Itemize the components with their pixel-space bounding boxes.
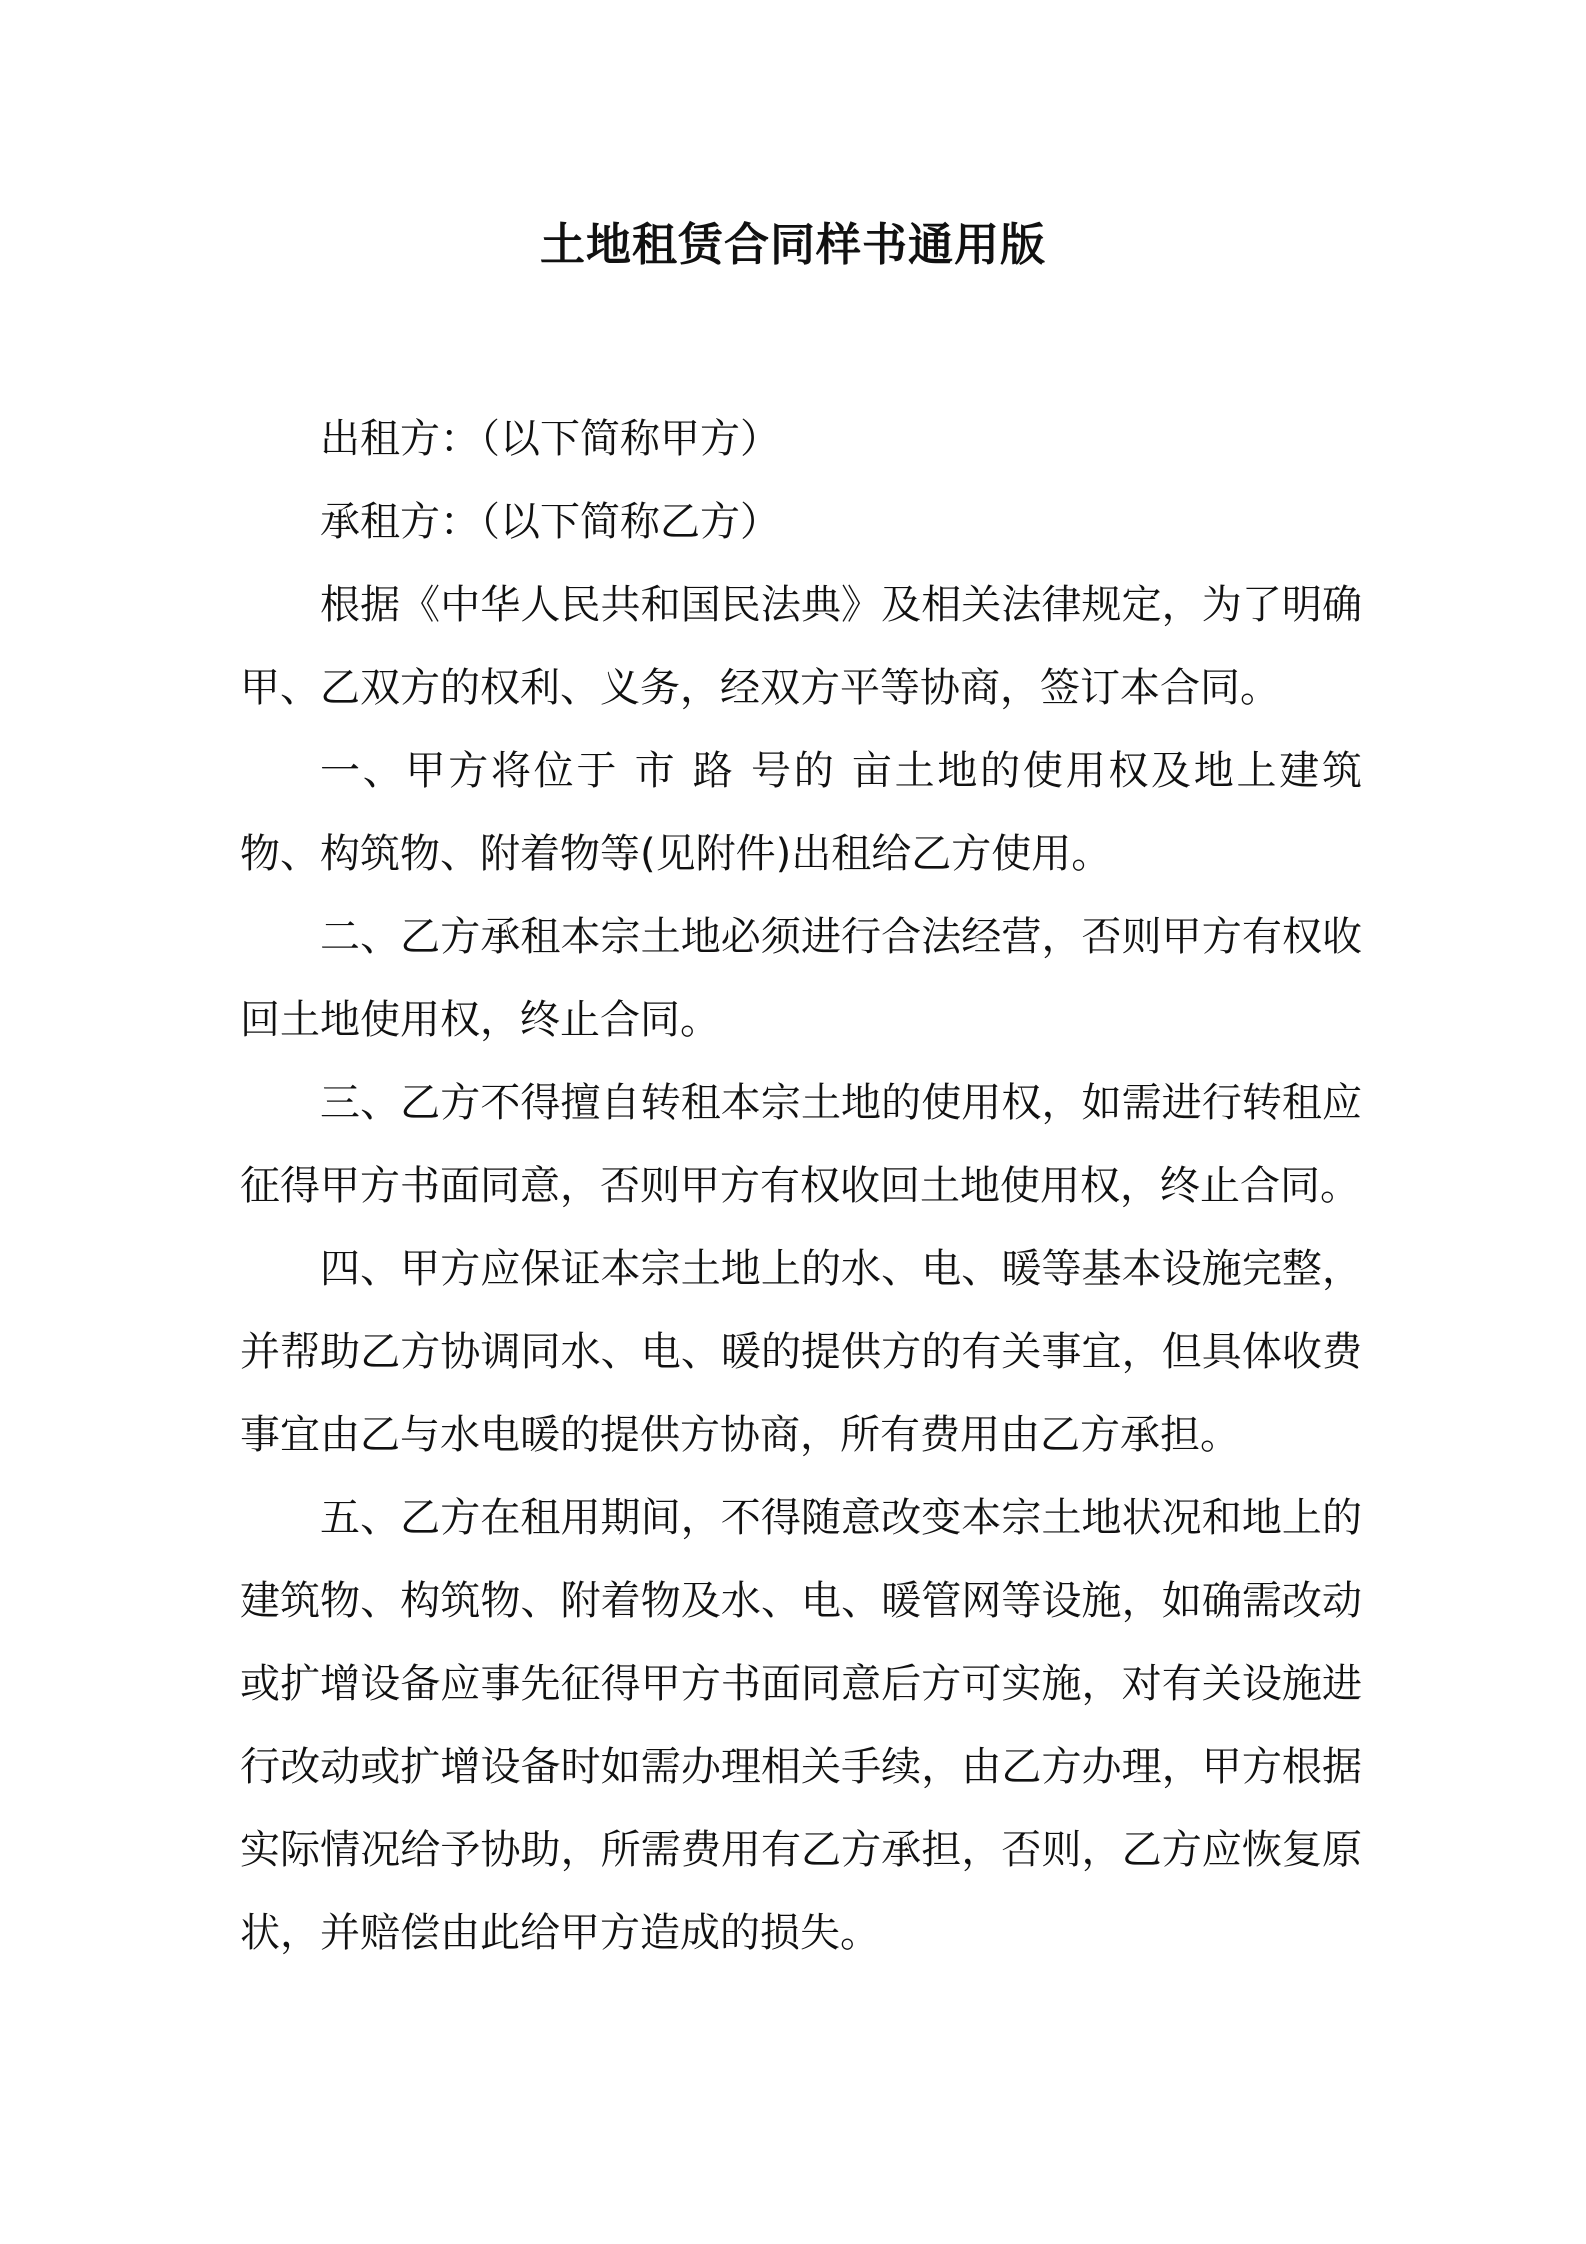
- document-title: 土地租赁合同样书通用版: [539, 218, 1046, 271]
- clause-3: 三、乙方不得擅自转租本宗土地的使用权，如需进行转租应征得甲方书面同意，否则甲方有权收回土地使用权，终止合同。: [240, 1080, 1362, 1209]
- clause-4: 四、甲方应保证本宗土地上的水、电、暖等基本设施完整，并帮助乙方协调同水、电、暖的提供方的有关事宜，但具体收费事宜由乙与水电暖的提供方协商，所有费用由乙方承担。: [240, 1246, 1362, 1458]
- preamble-paragraph: 根据《中华人民共和国民法典》及相关法律规定，为了明确甲、乙双方的权利、义务，经双方平等协商，签订本合同。: [240, 582, 1362, 711]
- clause-1: 一、甲方将位于 市 路 号的 亩土地的使用权及地上建筑物、构筑物、附着物等(见附件)出租给乙方使用。: [240, 748, 1362, 877]
- clause-5: 五、乙方在租用期间，不得随意改变本宗土地状况和地上的建筑物、构筑物、附着物及水、电、暖管网等设施，如确需改动或扩增设备应事先征得甲方书面同意后方可实施，对有关设施进行改动或扩增设备时如需办理相关手续，由乙方办理，甲方根据实际情况给予协助，所需费用有乙方承担，否则，乙方应恢复原状，并赔偿由此给甲方造成的损失。: [240, 1495, 1362, 1956]
- clause-2: 二、乙方承租本宗土地必须进行合法经营，否则甲方有权收回土地使用权，终止合同。: [240, 914, 1362, 1043]
- document-body: [240, 398, 1362, 1975]
- lessee-line: 承租方：（以下简称乙方）: [320, 499, 780, 545]
- lessor-line: 出租方：（以下简称甲方）: [320, 416, 780, 462]
